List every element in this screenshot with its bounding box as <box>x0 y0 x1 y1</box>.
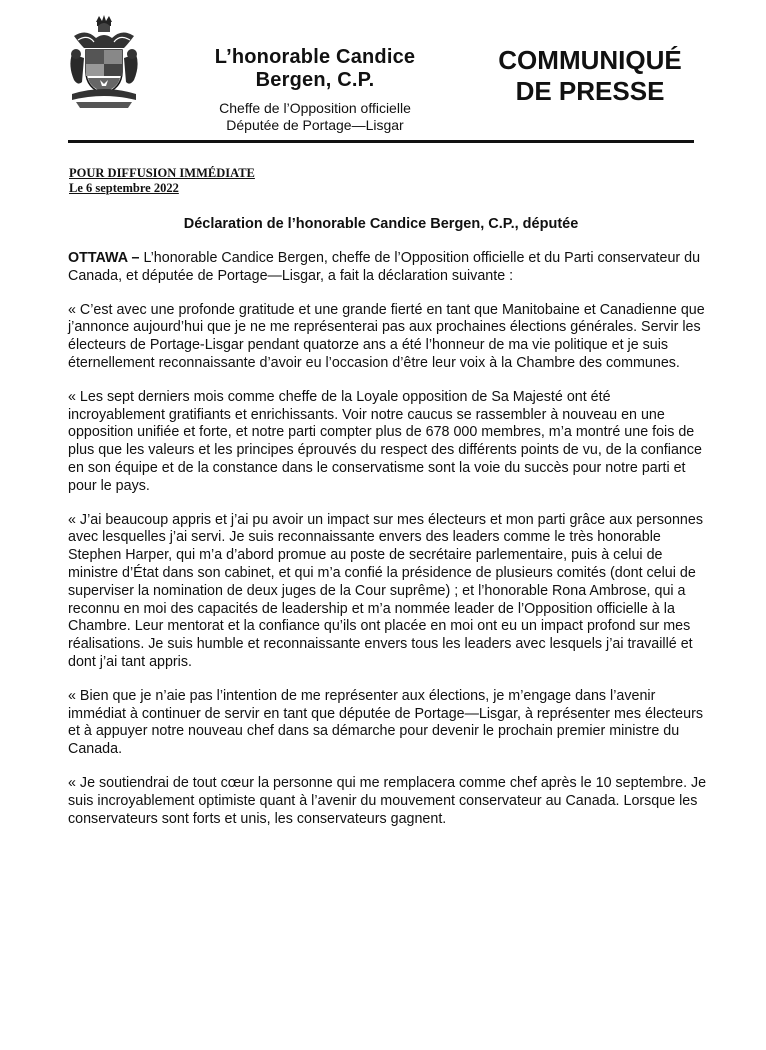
header-subtitle-line2: Députée de Portage—Lisgar <box>226 117 404 133</box>
coat-of-arms-icon <box>66 14 142 110</box>
press-release-title <box>470 45 710 107</box>
press-release-title-line1: COMMUNIQUÉ <box>498 45 682 75</box>
header-subtitle-line1: Cheffe de l’Opposition officielle <box>219 100 411 116</box>
paragraph-3: « J’ai beaucoup appris et j’ai pu avoir un impact sur mes électeurs et mon parti grâce aux personnes avec lesquelles j’ai servi. Je suis reconnaissante envers des leaders comme le très honorable Stephen Harper, qui m’a d’abord promue au poste de secrétaire parlementaire, puis à celui de ministre d’État dans son cabinet, et qui m’a confié la présidence de plusieurs comités (dont celui de superviser la nomination de deux juges de la Cour suprême) ; et l’honorable Rona Ambrose, qui a reconnu en moi des capacités de leadership et m’a nommée leader de l’Opposition officielle à la Chambre. Leur mentorat et la confiance qu’ils ont placée en moi ont eu un impact profond sur mes réalisations. Je suis humble et reconnaissante envers tous les leaders avec lesquels j’ai travaillé et dont j’ai tant appris. <box>68 511 703 670</box>
press-release-title-line2: DE PRESSE <box>515 76 665 106</box>
paragraph-2: « Les sept derniers mois comme cheffe de la Loyale opposition de Sa Majesté ont été incroyablement gratifiants et enrichissants. Voir notre caucus se rassembler à nouveau en une opposition unifiée et forte, et notre parti compter plus de 678 000 membres, m’a montré une fois de plus que les valeurs et les principes éprouvés du respect des différents points de vu, de la confiance en son équipe et de la constance dans le conservatisme sont la voie du succès pour notre parti et pour le pays. <box>68 388 702 494</box>
paragraph-5: « Je soutiendrai de tout cœur la personne qui me remplacera comme chef après le 10 septembre. Je suis incroyablement optimiste quant à l’avenir du mouvement conservateur au Canada. Lorsque les conservateurs sont forts et unis, les conservateurs gagnent. <box>68 774 707 827</box>
intro-paragraph <box>68 250 708 286</box>
header-subtitle <box>175 100 455 134</box>
release-date: Le 6 septembre 2022 <box>69 181 179 195</box>
statement-body <box>68 250 708 844</box>
statement-title: Déclaration de l’honorable Candice Bergen, C.P., députée <box>183 216 579 232</box>
header-divider <box>68 140 694 143</box>
intro-text: L’honorable Candice Bergen, cheffe de l’Opposition officielle et du Parti conservateur du Canada, et députée de Portage—Lisgar, a fait la déclaration suivante : <box>68 250 701 284</box>
paragraph-1: « C’est avec une profonde gratitude et une grande fierté en tant que Manitobaine et Canadienne que j’annonce aujourd’hui que je ne me représenterai pas aux prochaines élections générales. Servir les électeurs de Portage-Lisgar pendant quatorze ans a été l’honneur de ma vie politique et je suis éternellement reconnaissante d’avoir eu l’occasion d’être leur voix à la Chambre des communes. <box>68 301 705 371</box>
header-name-line2: Bergen, C.P. <box>255 69 375 91</box>
header-name-line1: L’honorable Candice <box>214 46 416 68</box>
paragraph-4: « Bien que je n’aie pas l’intention de me représenter aux élections, je m’engage dans l’avenir immédiat à continuer de servir en tant que députée de Portage—Lisgar, à représenter mes électeurs et à appuyer notre nouveau chef dans sa démarche pour devenir le prochain premier ministre du Canada. <box>68 687 703 758</box>
header-name <box>175 46 455 92</box>
release-info <box>69 166 255 196</box>
release-label: POUR DIFFUSION IMMÉDIATE <box>69 166 255 180</box>
dateline: OTTAWA – <box>68 250 140 266</box>
